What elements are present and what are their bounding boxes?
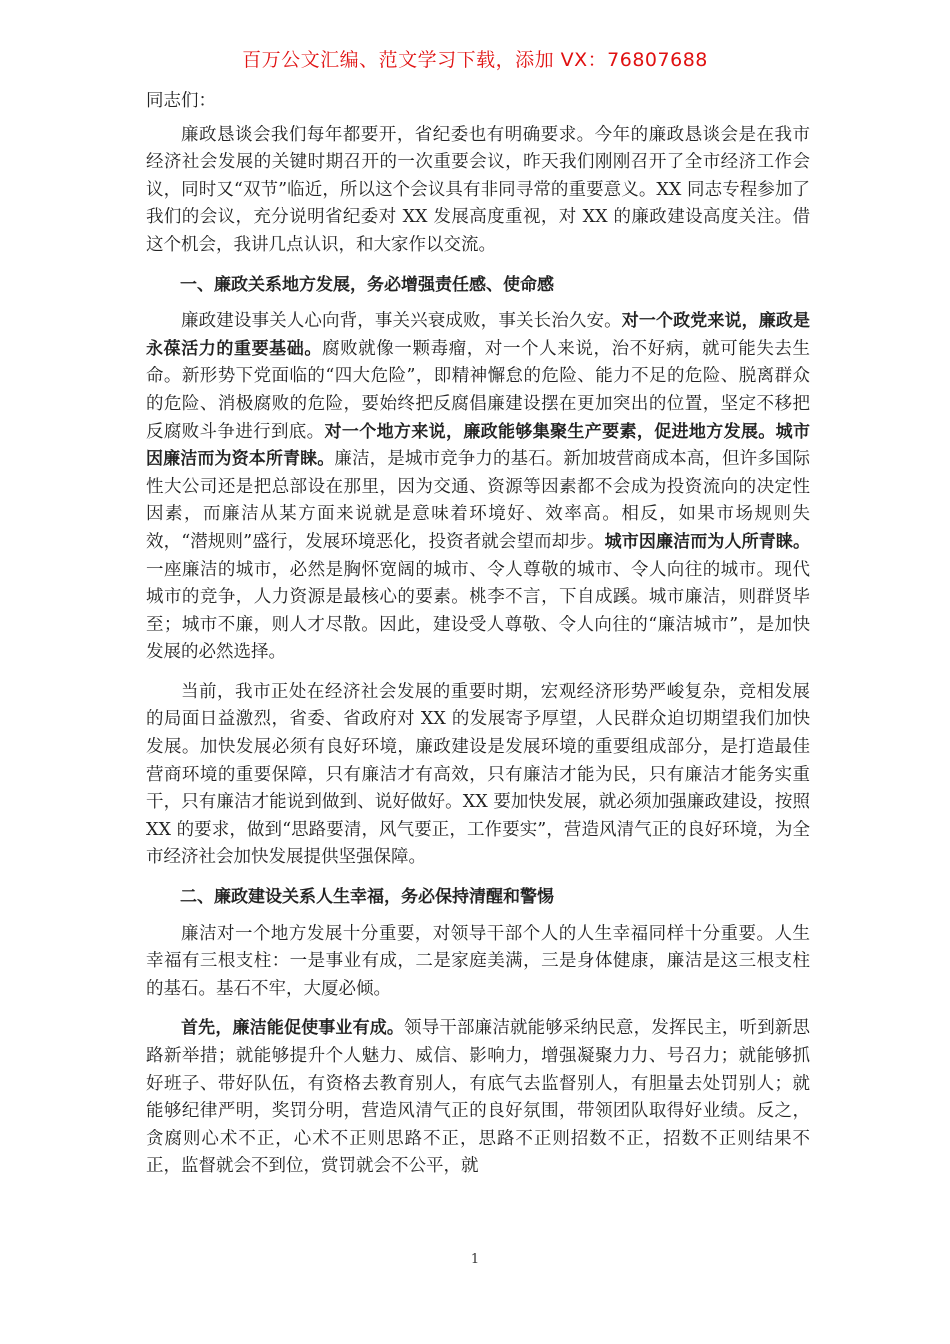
bold-run: 对一个地方来说，廉政能够集聚生产要素，促进地方发展。城市因廉洁而为资本所青睐。 (146, 421, 811, 470)
text-run: 一座廉洁的城市，必然是胸怀宽阔的城市、令人尊敬的城市、令人向往的城市。现代城市的竞争，人力资源是最核心的要素。桃李不言，下自成蹊。城市廉洁，则群贤毕至；城市不廉，则人才尽散。因此，建设受人尊敬、令人向往的“廉洁城市”，是加快发展的必然选择。 (146, 559, 810, 663)
text-run: 廉洁，是城市竞争力的基石。新加坡营商成本高，但许多国际性大公司还是把总部设在那里，因为交通、资源等因素都不会成为投资流向的决定性因素，而廉洁从某方面来说就是意味着环境好、效率高。相反，如果市场规则失效，“潜规则”盛行，发展环境恶化，投资者就会望而却步。 (146, 449, 811, 552)
bold-run: 城市因廉洁而为人所青睐。 (604, 531, 810, 552)
header-banner: 百万公文汇编、范文学习下载，添加 VX：76807688 (242, 49, 708, 71)
intro-paragraph: 廉政恳谈会我们每年都要开，省纪委也有明确要求。今年的廉政恳谈会是在我市经济社会发展的关键时期召开的一次重要会议，昨天我们刚刚召开了全市经济工作会议，同时又“双节”临近，所以这个会议具有非同寻常的重要意义。XX 同志专程参加了我们的会议，充分说明省纪委对 XX 发展高度重视，对 XX 的廉政建设高度关注。借这个机会，我讲几点认识，和大家作以交流。 (146, 124, 810, 255)
page-number: 1 (470, 1252, 480, 1267)
text-run: 廉政建设事关人心向背，事关兴衰成败，事关长治久安。 (181, 311, 622, 332)
document-body (146, 88, 810, 1189)
section2-paragraph-2 (146, 1015, 810, 1181)
section1-paragraph-1 (146, 308, 810, 667)
greeting: 同志们： (146, 91, 216, 111)
text-run: 领导干部廉洁就能够采纳民意，发挥民主，听到新思路新举措；就能够提升个人魅力、威信、影响力，增强凝聚力力、号召力；就能够抓好班子、带好队伍，有资格去教育别人，有底气去监督别人，有胆量去处罚别人；就能够纪律严明，奖罚分明，营造风清气正的良好氛围，带领团队取得好业绩。反之，贪腐则心术不正，心术不正则思路不正，思路不正则招数不正，招数不正则结果不正，监督就会不到位，赏罚就会不公平，就 (146, 1018, 811, 1177)
bold-run: 首先，廉洁能促使事业有成。 (181, 1018, 405, 1039)
section-heading-2: 二、廉政建设关系人生幸福，务必保持清醒和警惕 (180, 887, 554, 908)
section1-paragraph-2: 当前，我市正处在经济社会发展的重要时期，宏观经济形势严峻复杂，竞相发展的局面日益激烈，省委、省政府对 XX 的发展寄予厚望，人民群众迫切期望我们加快发展。加快发展必须有良好环境，廉政建设是发展环境的重要组成部分，是打造最佳营商环境的重要保障，只有廉洁才有高效，只有廉洁才能为民，只有廉洁才能务实重干，只有廉洁才能说到做到、说好做好。XX 要加快发展，就必须加强廉政建设，按照 XX 的要求，做到“思路要清，风气要正，工作要实”，营造风清气正的良好环境，为全市经济社会加快发展提供坚强保障。 (146, 681, 810, 868)
section2-paragraph-1: 廉洁对一个地方发展十分重要，对领导干部个人的人生幸福同样十分重要。人生幸福有三根支柱：一是事业有成，二是家庭美满，三是身体健康，廉洁是这三根支柱的基石。基石不牢，大厦必倾。 (146, 923, 810, 999)
bold-run: 对一个政党来说，廉政是永葆活力的重要基础。 (146, 311, 811, 359)
text-run: 腐败就像一颗毒瘤，对一个人来说，治不好病，就可能失去生命。新形势下党面临的“四大危险”，即精神懈怠的危险、能力不足的危险、脱离群众的危险、消极腐败的危险，要始终把反腐倡廉建设摆在更加突出的位置，坚定不移把反腐败斗争进行到底。 (146, 338, 811, 442)
section-heading-1: 一、廉政关系地方发展，务必增强责任感、使命感 (180, 274, 554, 295)
